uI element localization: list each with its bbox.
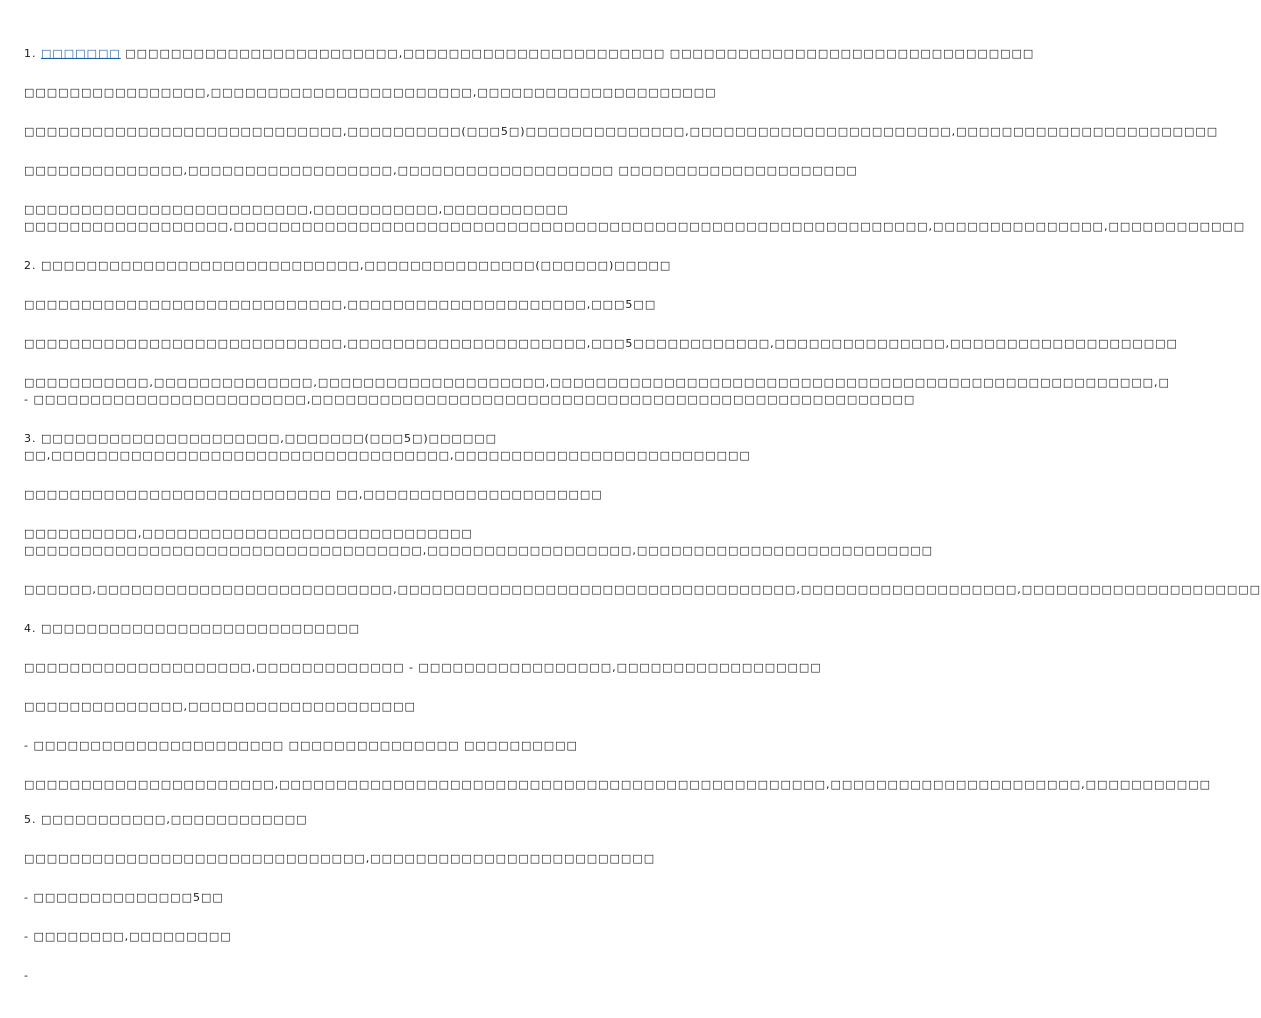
- paragraph-4-line-4: - □□□□□□□□□□□□□□□□□□□□□□ □□□□□□□□□□□□□□□ □□□□□□□□□□: [24, 739, 578, 752]
- paragraph-1-line-6: □□□□□□□□□□□□□□□□□□,□□□□□□□□□□□□□□□□□□□□□□□□□□□□□□□□□□□□□□□□□□□□□□□□□□□□□□□□□□□□□,□□□□□□□□□□□□□□□,□□□□□□□□□□□□: [24, 220, 1246, 233]
- paragraph-2-line-1: 2. □□□□□□□□□□□□□□□□□□□□□□□□□□□□,□□□□□□□□□□□□□□□(□□□□□□)□□□□□: [24, 259, 672, 272]
- paragraph-5-line-2: □□□□□□□□□□□□□□□□□□□□□□□□□□□□□□,□□□□□□□□□□□□□□□□□□□□□□□□□: [24, 852, 656, 865]
- paragraph-4-line-2: □□□□□□□□□□□□□□□□□□□□,□□□□□□□□□□□□□ - □□□□□□□□□□□□□□□□□,□□□□□□□□□□□□□□□□□□: [24, 661, 822, 674]
- paragraph-4-line-5: □□□□□□□□□□□□□□□□□□□□□□,□□□□□□□□□□□□□□□□□□□□□□□□□□□□□□□□□□□□□□□□□□□□□□□□,□□□□□□□□□□□□□□□□□□□□□□,□□□□□□□□□□□: [24, 778, 1211, 791]
- paragraph-1-line-2: □□□□□□□□□□□□□□□□,□□□□□□□□□□□□□□□□□□□□□□□,□□□□□□□□□□□□□□□□□□□□□: [24, 86, 717, 99]
- paragraph-4-line-1: 4. □□□□□□□□□□□□□□□□□□□□□□□□□□□□: [24, 622, 360, 635]
- paragraph-3-line-3: □□□□□□□□□□□□□□□□□□□□□□□□□□□ □□,□□□□□□□□□□□□□□□□□□□□□: [24, 488, 603, 501]
- paragraph-5-line-1: 5. □□□□□□□□□□□,□□□□□□□□□□□□: [24, 813, 308, 826]
- paragraph-3-line-1: 3. □□□□□□□□□□□□□□□□□□□□□,□□□□□□□(□□□5□)□□□□□□: [24, 432, 498, 445]
- paragraph-1-line-3: □□□□□□□□□□□□□□□□□□□□□□□□□□□□,□□□□□□□□□□(□□□5□)□□□□□□□□□□□□□□,□□□□□□□□□□□□□□□□□□□□□□□,□□□□□□□□□□□□□□□□□□□□□□□: [24, 125, 1219, 138]
- paragraph-1-line-5: □□□□□□□□□□□□□□□□□□□□□□□□□,□□□□□□□□□□□,□□□□□□□□□□□: [24, 203, 569, 216]
- paragraph-1-line-4: □□□□□□□□□□□□□□,□□□□□□□□□□□□□□□□□□,□□□□□□□□□□□□□□□□□□□ □□□□□□□□□□□□□□□□□□□□□: [24, 164, 858, 177]
- paragraph-1-line-1: [24, 46, 1035, 61]
- paragraph-3-line-6: □□□□□□,□□□□□□□□□□□□□□□□□□□□□□□□□□,□□□□□□□□□□□□□□□□□□□□□□□□□□□□□□□□□□□,□□□□□□□□□□□□□□□□□□□,□□□□□□□□□□□□□□□□□□□□□: [24, 583, 1261, 596]
- paragraph-5-line-5: -: [24, 969, 29, 982]
- paragraph-5-line-3: - □□□□□□□□□□□□□□5□□: [24, 891, 224, 904]
- paragraph-2-line-3: □□□□□□□□□□□□□□□□□□□□□□□□□□□□,□□□□□□□□□□□□□□□□□□□□□,□□□5□□□□□□□□□□□□,□□□□□□□□□□□□□□□,□□□□□□□□□□□□□□□□□□□□: [24, 337, 1178, 350]
- item-number: 1.: [24, 47, 37, 60]
- text-run: □□□□□□□□□□□□□□□□□□□□□□□□,□□□□□□□□□□□□□□□□□□□□□□□ □□□□□□□□□□□□□□□□□□□□□□□□□□□□□□□□: [125, 47, 1035, 60]
- paragraph-4-line-3: □□□□□□□□□□□□□□,□□□□□□□□□□□□□□□□□□□□: [24, 700, 416, 713]
- paragraph-2-line-4: □□□□□□□□□□□,□□□□□□□□□□□□□□,□□□□□□□□□□□□□□□□□□□□,□□□□□□□□□□□□□□□□□□□□□□□□□□□□□□□□□□□□□□□□□□□□□□□□□□□□□,□: [24, 376, 1170, 389]
- paragraph-3-line-2: □□,□□□□□□□□□□□□□□□□□□□□□□□□□□□□□□□□□□□,□□□□□□□□□□□□□□□□□□□□□□□□□□: [24, 449, 751, 462]
- paragraph-2-line-2: □□□□□□□□□□□□□□□□□□□□□□□□□□□□,□□□□□□□□□□□□□□□□□□□□□,□□□5□□: [24, 298, 657, 311]
- paragraph-3-line-4: □□□□□□□□□□,□□□□□□□□□□□□□□□□□□□□□□□□□□□□□: [24, 527, 473, 540]
- paragraph-2-line-5: - □□□□□□□□□□□□□□□□□□□□□□□□,□□□□□□□□□□□□□□□□□□□□□□□□□□□□□□□□□□□□□□□□□□□□□□□□□□□□□: [24, 393, 916, 406]
- paragraph-5-line-4: - □□□□□□□□,□□□□□□□□□: [24, 930, 232, 943]
- document-link[interactable]: □□□□□□□: [41, 47, 121, 60]
- paragraph-3-line-5: □□□□□□□□□□□□□□□□□□□□□□□□□□□□□□□□□□□,□□□□□□□□□□□□□□□□□□,□□□□□□□□□□□□□□□□□□□□□□□□□□: [24, 544, 934, 557]
